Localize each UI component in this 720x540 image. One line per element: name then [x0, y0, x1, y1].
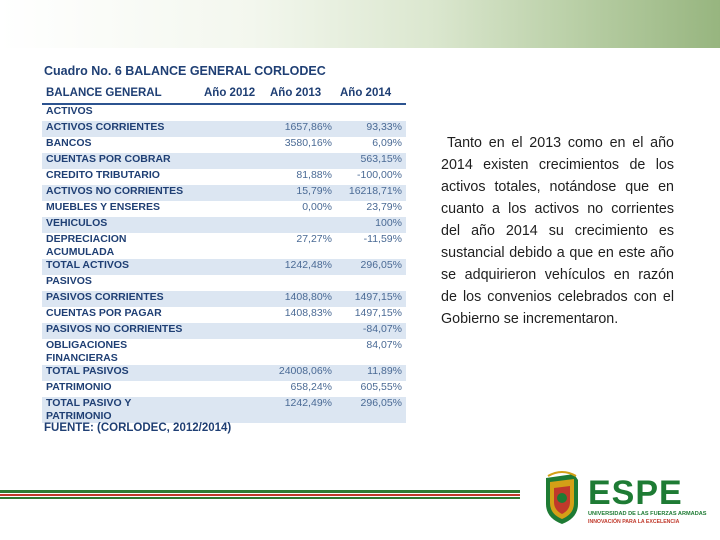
row-label: CREDITO TRIBUTARIO	[46, 169, 160, 181]
value-2012	[200, 381, 266, 397]
logo-tagline: INNOVACIÓN PARA LA EXCELENCIA	[588, 519, 680, 525]
row-label: CUENTAS POR PAGAR	[46, 307, 162, 319]
table-row	[42, 104, 406, 121]
value-2012	[200, 339, 266, 365]
table-row	[42, 259, 406, 275]
value-2014: 563,15%	[336, 153, 406, 169]
table-header-row	[42, 84, 406, 104]
value-2012	[200, 104, 266, 121]
value-2012	[200, 291, 266, 307]
row-label: BANCOS	[46, 137, 92, 149]
row-label: PASIVOS	[46, 275, 92, 287]
value-2013: 658,24%	[290, 381, 332, 393]
table-source: FUENTE: (CORLODEC, 2012/2014)	[44, 422, 232, 434]
value-2013: 15,79%	[266, 185, 336, 201]
value-2013	[266, 217, 336, 233]
table-row	[42, 233, 406, 259]
column-header: Año 2014	[336, 84, 406, 104]
table-row	[42, 307, 406, 323]
value-2013: 1408,80%	[266, 291, 336, 307]
value-2012	[200, 397, 266, 423]
table-row	[42, 323, 406, 339]
row-label: ACTIVOS	[46, 105, 93, 117]
value-2014: 1497,15%	[354, 307, 402, 319]
value-2014: 605,55%	[360, 381, 402, 393]
value-2012	[200, 323, 266, 339]
balance-table-image	[38, 60, 410, 438]
footer-stripe-red	[0, 494, 520, 496]
table-row	[42, 339, 406, 365]
value-2013: 1242,48%	[266, 259, 336, 275]
row-label: ACTIVOS NO CORRIENTES	[42, 185, 200, 201]
table-row	[42, 381, 406, 397]
table-row	[42, 291, 406, 307]
table-row	[42, 201, 406, 217]
value-2014: 11,89%	[336, 365, 406, 381]
value-2014: -11,59%	[363, 233, 402, 245]
table-row	[42, 137, 406, 153]
value-2012	[200, 201, 266, 217]
value-2014: -84,07%	[336, 323, 406, 339]
value-2013	[266, 323, 336, 339]
value-2014: 296,05%	[336, 259, 406, 275]
analysis-paragraph: Tanto en el 2013 como en el año 2014 existen crecimientos de los activos totales, notándose que en cuanto a los activos no corrientes del año 2014 su crecimiento es sustancial debido a que en este año se adquirieron vehículos en razón de los convenios celebrados con el Gobierno se incrementaron.	[441, 135, 674, 327]
value-2013: 1242,49%	[266, 397, 336, 423]
value-2012	[200, 153, 266, 169]
value-2012	[200, 185, 266, 201]
footer-stripe-green	[0, 490, 520, 493]
table-row	[42, 153, 406, 169]
row-label: VEHICULOS	[42, 217, 200, 233]
value-2013: 27,27%	[296, 233, 332, 245]
footer-stripe-green-lower	[0, 497, 520, 499]
value-2014: 6,09%	[372, 137, 402, 149]
row-label: TOTAL ACTIVOS	[42, 259, 200, 275]
row-label: OBLIGACIONES FINANCIERAS	[46, 339, 128, 364]
value-2012	[200, 233, 266, 259]
column-header: Año 2012	[200, 84, 266, 104]
row-label: PATRIMONIO	[46, 381, 112, 393]
column-header: BALANCE GENERAL	[42, 84, 200, 104]
top-decorative-band	[0, 0, 720, 48]
value-2014: 23,79%	[366, 201, 402, 213]
value-2013: 81,88%	[296, 169, 332, 181]
value-2013	[266, 104, 336, 121]
value-2012	[200, 137, 266, 153]
value-2012	[200, 365, 266, 381]
value-2012	[200, 259, 266, 275]
value-2014: 84,07%	[366, 339, 402, 351]
row-label: TOTAL PASIVOS	[42, 365, 200, 381]
table-row	[42, 365, 406, 381]
value-2014: -100,00%	[357, 169, 402, 181]
value-2014	[336, 275, 406, 291]
row-label: MUEBLES Y ENSERES	[46, 201, 160, 213]
value-2012	[200, 169, 266, 185]
table-row	[42, 397, 406, 423]
value-2013	[266, 153, 336, 169]
value-2014: 100%	[336, 217, 406, 233]
value-2013: 1657,86%	[266, 121, 336, 137]
shield-icon	[546, 472, 578, 524]
value-2014: 1497,15%	[336, 291, 406, 307]
table-row	[42, 185, 406, 201]
row-label: PASIVOS NO CORRIENTES	[42, 323, 200, 339]
value-2013: 24008,06%	[266, 365, 336, 381]
value-2013: 0,00%	[302, 201, 332, 213]
table-row	[42, 217, 406, 233]
column-header: Año 2013	[266, 84, 336, 104]
value-2014: 296,05%	[336, 397, 406, 423]
value-2014: 16218,71%	[336, 185, 406, 201]
value-2012	[200, 121, 266, 137]
table-title: Cuadro No. 6 BALANCE GENERAL CORLODEC	[44, 64, 326, 78]
row-label: CUENTAS POR COBRAR	[42, 153, 200, 169]
value-2014: 93,33%	[336, 121, 406, 137]
table-row	[42, 121, 406, 137]
logo-subtitle: UNIVERSIDAD DE LAS FUERZAS ARMADAS	[588, 511, 707, 517]
row-label: PASIVOS CORRIENTES	[42, 291, 200, 307]
value-2013: 3580,16%	[284, 137, 332, 149]
value-2012	[200, 217, 266, 233]
row-label: ACTIVOS CORRIENTES	[42, 121, 200, 137]
value-2013	[266, 275, 336, 291]
value-2013	[266, 339, 336, 365]
table-row	[42, 169, 406, 185]
balance-table	[42, 84, 406, 423]
table-row	[42, 275, 406, 291]
value-2014	[336, 104, 406, 121]
espe-logo	[542, 470, 712, 528]
logo-name: ESPE	[588, 474, 683, 512]
row-label: TOTAL PASIVO Y PATRIMONIO	[42, 397, 200, 423]
value-2012	[200, 275, 266, 291]
value-2012	[200, 307, 266, 323]
row-label: DEPRECIACION ACUMULADA	[46, 233, 127, 258]
value-2013: 1408,83%	[284, 307, 332, 319]
